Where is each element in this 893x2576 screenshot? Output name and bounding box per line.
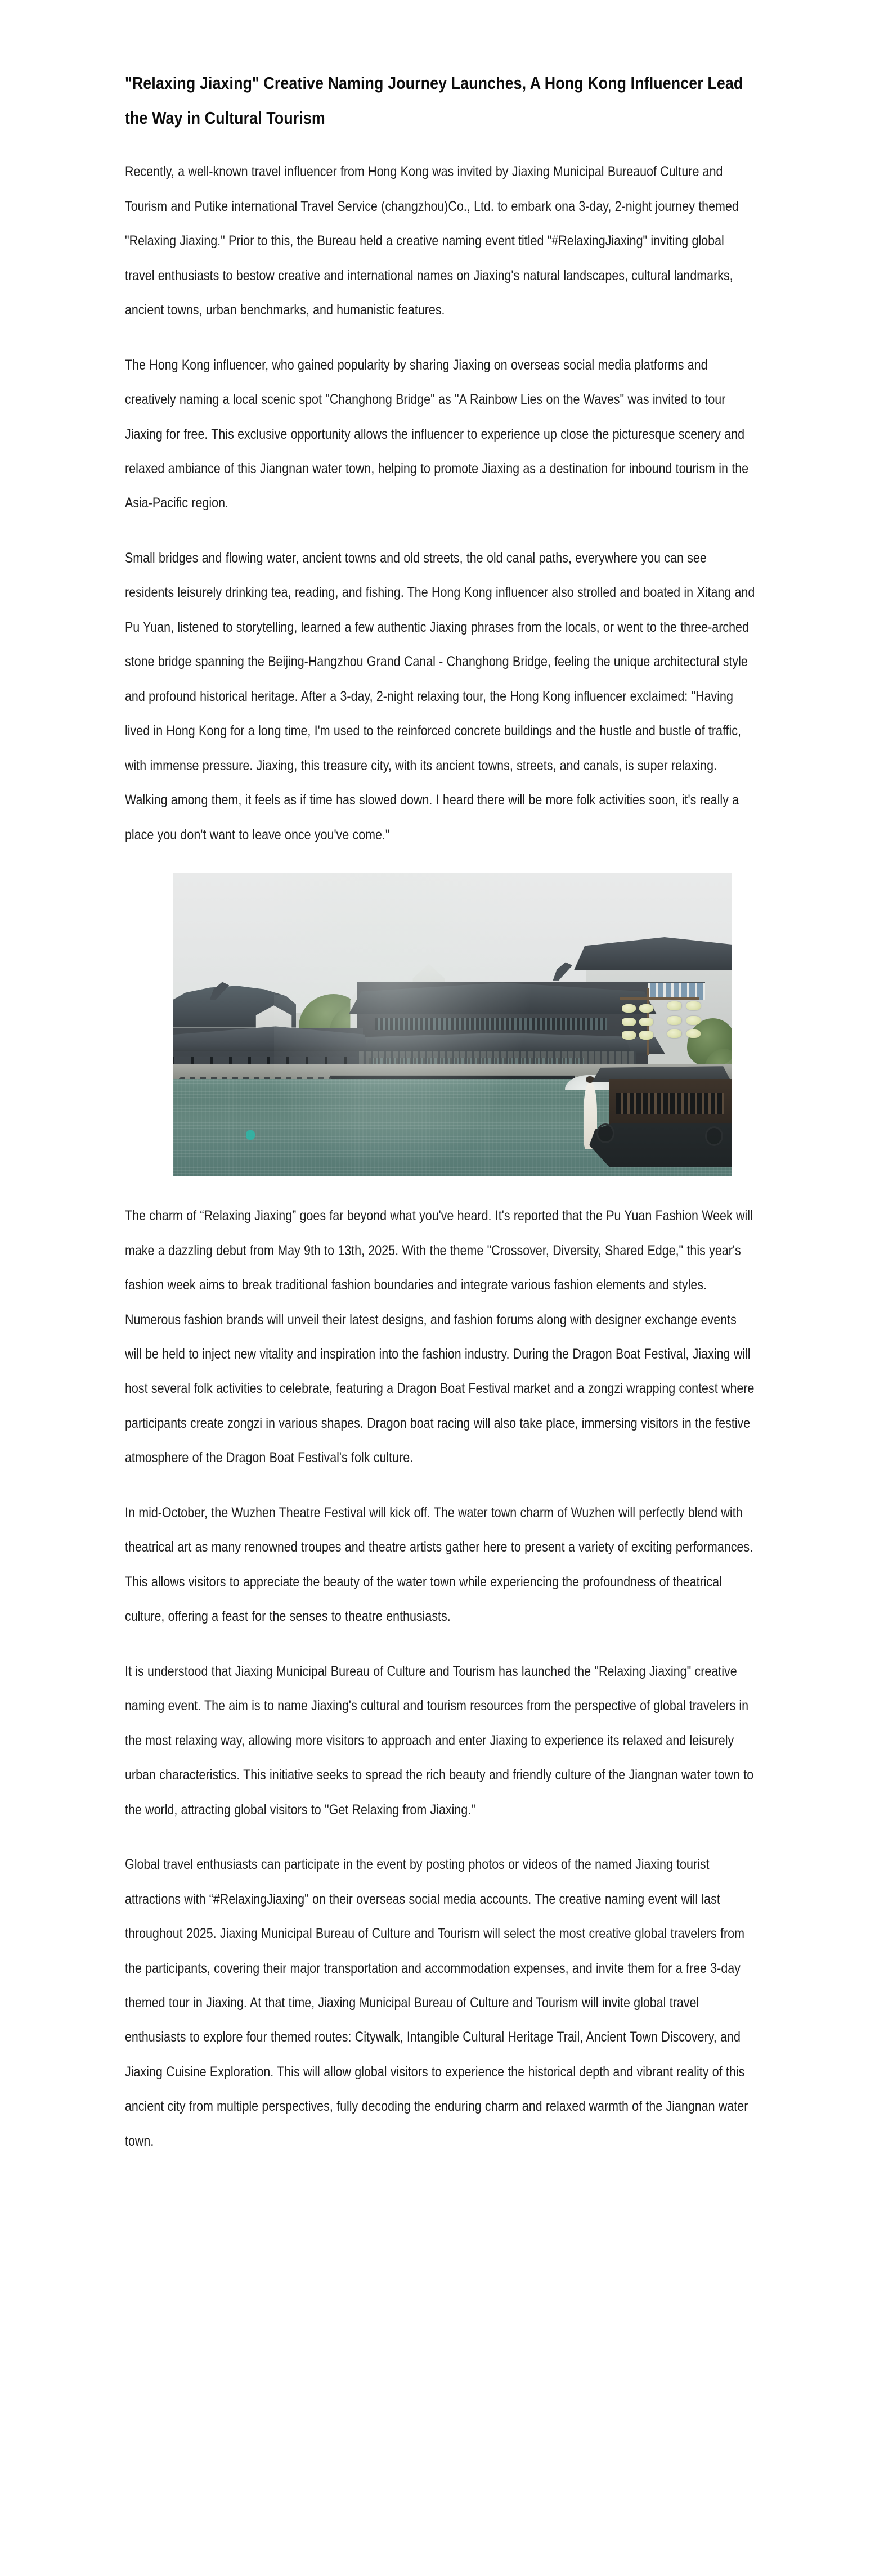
photo-lantern (667, 1001, 681, 1010)
paragraph-4: The charm of “Relaxing Jiaxing” goes far beyond what you've heard. It's reported that the Pu Yuan Fashion Week will make a dazzling debut from May 9th to 13th, 2025. With the theme "Crossover, Diversity, Shared Edge," this year's fashion week aims to break traditional fashion boundaries and integrate various fashion elements and styles. Numerous fashion brands will unveil their latest designs, and fashion forums along with designer exchange events will be held to inject new vitality and inspiration into the fashion industry. During the Dragon Boat Festival, Jiaxing will host several folk activities to celebrate, featuring a Dragon Boat Festival market and a zongzi wrapping contest where participants create zongzi in various shapes. Dragon boat racing will also take place, immersing visitors in the festive atmosphere of the Dragon Boat Festival's folk culture. (125, 1208, 755, 1466)
photo-foreground-boat-cabin (609, 1079, 732, 1127)
photo-teal-float (246, 1130, 255, 1140)
paragraph-1: Recently, a well-known travel influencer from Hong Kong was invited by Jiaxing Municipal Bureauof Culture and Tourism and Putike international Travel Service (changzhou)Co., Ltd. to embark ona 3-day, 2-night journey themed "Relaxing Jiaxing." Prior to this, the Bureau held a creative naming event titled "#RelaxingJiaxing" inviting global travel enthusiasts to bestow creative and international names on Jiaxing's natural landscapes, cultural landmarks, ancient towns, urban benchmarks, and humanistic features. (125, 164, 739, 318)
paragraph-6: It is understood that Jiaxing Municipal Bureau of Culture and Tourism has launched the "Relaxing Jiaxing" creative naming event. The aim is to name Jiaxing's cultural and tourism resources from the perspective of global travelers in the most relaxing way, allowing more visitors to approach and enter Jiaxing to experience its relaxed and leisurely urban characteristics. This initiative seeks to spread the rich beauty and friendly culture of the Jiangnan water town to the world, attracting global visitors to "Get Relaxing from Jiaxing." (125, 1663, 754, 1818)
photo-lantern (667, 1029, 681, 1038)
photo-water-reflection (274, 873, 531, 1176)
paragraph-5: In mid-October, the Wuzhen Theatre Festival will kick off. The water town charm of Wuzhen will perfectly blend with theatrical art as many renowned troupes and theatre artists gather here to present a variety of exciting performances. This allows visitors to appreciate the beauty of the water town while experiencing the profoundness of theatrical culture, offering a feast for the senses to theatre enthusiasts. (125, 1504, 753, 1625)
photo-lantern (622, 1004, 636, 1013)
photo-lantern (686, 1001, 701, 1010)
page-title: "Relaxing Jiaxing" Creative Naming Journey Launches, A Hong Kong Influencer Lead the Way in Cultural Tourism (125, 74, 743, 128)
photo-boat-tire-fender (705, 1126, 723, 1146)
photo-lantern (667, 1016, 681, 1024)
water-town-photo (173, 873, 732, 1176)
photo-lantern (686, 1029, 701, 1038)
photo-lantern (622, 1031, 636, 1039)
photo-lantern (639, 1031, 653, 1039)
photo-lantern (639, 1018, 653, 1026)
photo-lantern (639, 1004, 653, 1013)
photo-boat-tire-fender (596, 1123, 614, 1143)
photo-lantern-crossbar (620, 997, 700, 1000)
photo-lantern (686, 1016, 701, 1024)
photo-lantern-cluster (614, 988, 710, 1055)
paragraph-2: The Hong Kong influencer, who gained popularity by sharing Jiaxing on overseas social media platforms and creatively naming a local scenic spot "Changhong Bridge" as "A Rainbow Lies on the Waves" was invited to tour Jiaxing for free. This exclusive opportunity allows the influencer to experience up close the picturesque scenery and relaxed ambiance of this Jiangnan water town, helping to promote Jiaxing as a destination for inbound tourism in the Asia-Pacific region. (125, 357, 749, 511)
photo-lantern (622, 1018, 636, 1026)
article-figure (173, 873, 732, 1176)
paragraph-3: Small bridges and flowing water, ancient towns and old streets, the old canal paths, everywhere you can see residents leisurely drinking tea, reading, and fishing. The Hong Kong influencer also strolled and boated in Xitang and Pu Yuan, listened to storytelling, learned a few authentic Jiaxing phrases from the locals, or went to the three-arched stone bridge spanning the Beijing-Hangzhou Grand Canal - Changhong Bridge, feeling the unique architectural style and profound historical heritage. After a 3-day, 2-night relaxing tour, the Hong Kong influencer exclaimed: "Having lived in Hong Kong for a long time, I'm used to the reinforced concrete buildings and the hustle and bustle of traffic, with immense pressure. Jiaxing, this treasure city, with its ancient towns, streets, and canals, is super relaxing. Walking among them, it feels as if time has slowed down. I heard there will be more folk activities soon, it's really a place you don't want to leave once you've come." (125, 550, 755, 843)
article-body (125, 66, 755, 2159)
paragraph-7: Global travel enthusiasts can participate in the event by posting photos or videos of the named Jiaxing tourist attractions with “#RelaxingJiaxing" on their overseas social media accounts. The creative naming event will last throughout 2025. Jiaxing Municipal Bureau of Culture and Tourism will select the most creative global travelers from the participants, covering their major transportation and accommodation expenses, and invite them for a free 3-day themed tour in Jiaxing. At that time, Jiaxing Municipal Bureau of Culture and Tourism will invite global travel enthusiasts to explore four themed routes: Citywalk, Intangible Cultural Heritage Trail, Ancient Town Discovery, and Jiaxing Cuisine Exploration. This will allow global visitors to experience the historical depth and vibrant reality of this ancient city from multiple perspectives, fully decoding the enduring charm and relaxed warmth of the Jiangnan water town. (125, 1856, 748, 2149)
